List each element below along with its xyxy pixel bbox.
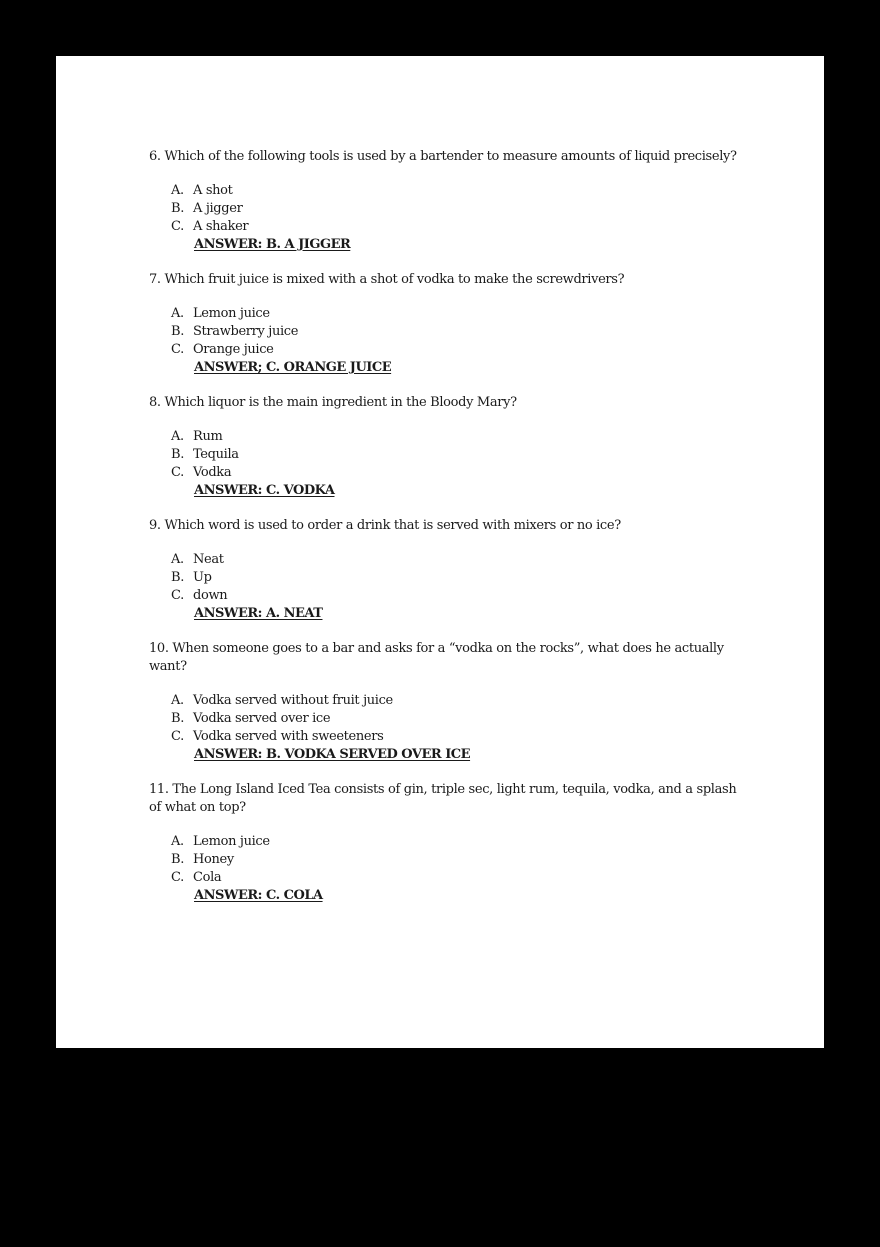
options-list [149,305,739,359]
question-7 [149,271,739,377]
option-text: Lemon juice [193,834,270,849]
question-text: 6. Which of the following tools is used by a bartender to measure amounts of liquid precisely? [149,149,737,164]
option-letter: B. [171,201,184,216]
answer-line: ANSWER: C. VODKA [194,483,335,498]
option-text: Neat [193,552,224,567]
option-c [171,218,739,236]
option-b [171,569,739,587]
option-a [171,833,739,851]
quiz-content [149,148,739,922]
question-6 [149,148,739,254]
options-list [149,551,739,605]
document-page [56,56,824,1048]
option-letter: B. [171,324,184,339]
option-letter: C. [171,870,184,885]
option-c [171,464,739,482]
option-a [171,182,739,200]
option-a [171,428,739,446]
option-letter: B. [171,852,184,867]
option-letter: A. [171,306,184,321]
answer-line: ANSWER; C. ORANGE JUICE [194,360,392,375]
option-text: Vodka served without fruit juice [193,693,393,708]
question-text: 8. Which liquor is the main ingredient in the Bloody Mary? [149,395,517,410]
options-list [149,833,739,887]
answer-line: ANSWER: A. NEAT [194,606,323,621]
option-letter: C. [171,729,184,744]
option-letter: A. [171,552,184,567]
option-letter: C. [171,342,184,357]
option-a [171,692,739,710]
option-b [171,851,739,869]
option-text: Orange juice [193,342,274,357]
option-text: Rum [193,429,223,444]
option-text: A jigger [193,201,243,216]
question-text: 11. The Long Island Iced Tea consists of gin, triple sec, light rum, tequila, vodka, and a splash of what on top? [149,782,737,815]
option-text: Vodka served with sweeteners [193,729,384,744]
option-text: Tequila [193,447,239,462]
option-a [171,305,739,323]
option-c [171,341,739,359]
question-9 [149,517,739,623]
option-text: Vodka served over ice [193,711,331,726]
question-8 [149,394,739,500]
answer-line: ANSWER: C. COLA [194,888,323,903]
option-letter: A. [171,183,184,198]
option-letter: B. [171,447,184,462]
question-10 [149,640,739,764]
options-list [149,182,739,236]
option-text: Vodka [193,465,232,480]
option-c [171,587,739,605]
options-list [149,692,739,746]
option-c [171,869,739,887]
answer-line: ANSWER: B. VODKA SERVED OVER ICE [194,747,471,762]
option-text: Up [193,570,212,585]
option-letter: C. [171,219,184,234]
option-text: Honey [193,852,234,867]
option-text: down [193,588,228,603]
option-text: Cola [193,870,222,885]
option-letter: A. [171,834,184,849]
option-letter: C. [171,465,184,480]
option-b [171,446,739,464]
option-text: Strawberry juice [193,324,299,339]
question-11 [149,781,739,905]
answer-line: ANSWER: B. A JIGGER [194,237,351,252]
option-b [171,200,739,218]
option-a [171,551,739,569]
option-letter: B. [171,711,184,726]
option-c [171,728,739,746]
option-b [171,710,739,728]
option-text: Lemon juice [193,306,270,321]
option-text: A shaker [193,219,249,234]
option-letter: A. [171,429,184,444]
option-b [171,323,739,341]
option-letter: A. [171,693,184,708]
question-text: 10. When someone goes to a bar and asks for a “vodka on the rocks”, what does he actually want? [149,641,724,674]
option-letter: C. [171,588,184,603]
options-list [149,428,739,482]
question-text: 9. Which word is used to order a drink that is served with mixers or no ice? [149,518,621,533]
question-text: 7. Which fruit juice is mixed with a shot of vodka to make the screwdrivers? [149,272,625,287]
option-text: A shot [193,183,233,198]
option-letter: B. [171,570,184,585]
